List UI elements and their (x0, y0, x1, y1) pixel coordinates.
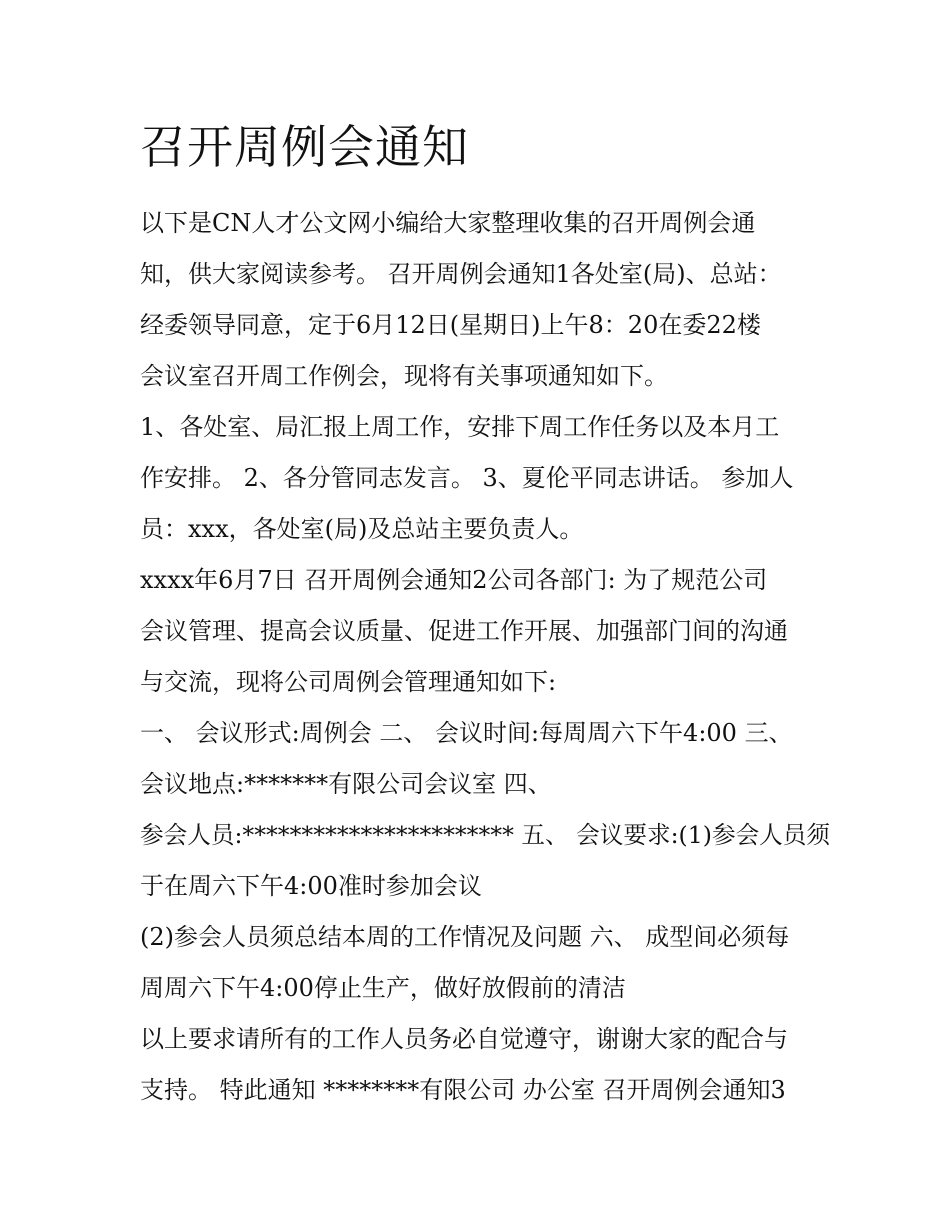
body-line-17: 以上要求请所有的工作人员务必自觉遵守，谢谢大家的配合与 (140, 1025, 788, 1053)
body-line-14: 于在周六下午4:00准时参加会议 (140, 872, 482, 900)
body-line-11: 一、 会议形式:周例会 二、 会议时间:每周周六下午4:00 三、 (140, 719, 793, 747)
body-line-5: 1、各处室、局汇报上周工作，安排下周工作任务以及本月工 (140, 413, 780, 441)
body-line-12: 会议地点:*******有限公司会议室 四、 (140, 770, 552, 798)
body-line-10: 与交流，现将公司周例会管理通知如下: (140, 668, 557, 696)
body-line-6: 作安排。 2、各分管同志发言。 3、夏伦平同志讲话。 参加人 (140, 464, 794, 492)
body-line-2: 知，供大家阅读参考。 召开周例会通知1各处室(局)、总站： (140, 260, 782, 288)
page-title: 召开周例会通知 (140, 120, 469, 174)
body-line-7: 员：xxx，各处室(局)及总站主要负责人。 (140, 515, 584, 543)
body-line-4: 会议室召开周工作例会，现将有关事项通知如下。 (140, 362, 668, 390)
body-line-15: (2)参会人员须总结本周的工作情况及问题 六、 成型间必须每 (140, 923, 790, 951)
body-line-1: 以下是CN人才公文网小编给大家整理收集的召开周例会通 (140, 209, 756, 237)
body-line-8: xxxx年6月7日 召开周例会通知2公司各部门: 为了规范公司 (140, 566, 768, 594)
body-line-18: 支持。 特此通知 ********有限公司 办公室 召开周例会通知3 (140, 1076, 786, 1104)
body-line-3: 经委领导同意，定于6月12日(星期日)上午8：20在委22楼 (140, 311, 761, 339)
body-line-16: 周周六下午4:00停止生产，做好放假前的清洁 (140, 974, 626, 1002)
body-line-9: 会议管理、提高会议质量、促进工作开展、加强部门间的沟通 (140, 617, 788, 645)
body-line-13: 参会人员:*********************** 五、 会议要求:(1)参会人员须 (140, 821, 831, 849)
